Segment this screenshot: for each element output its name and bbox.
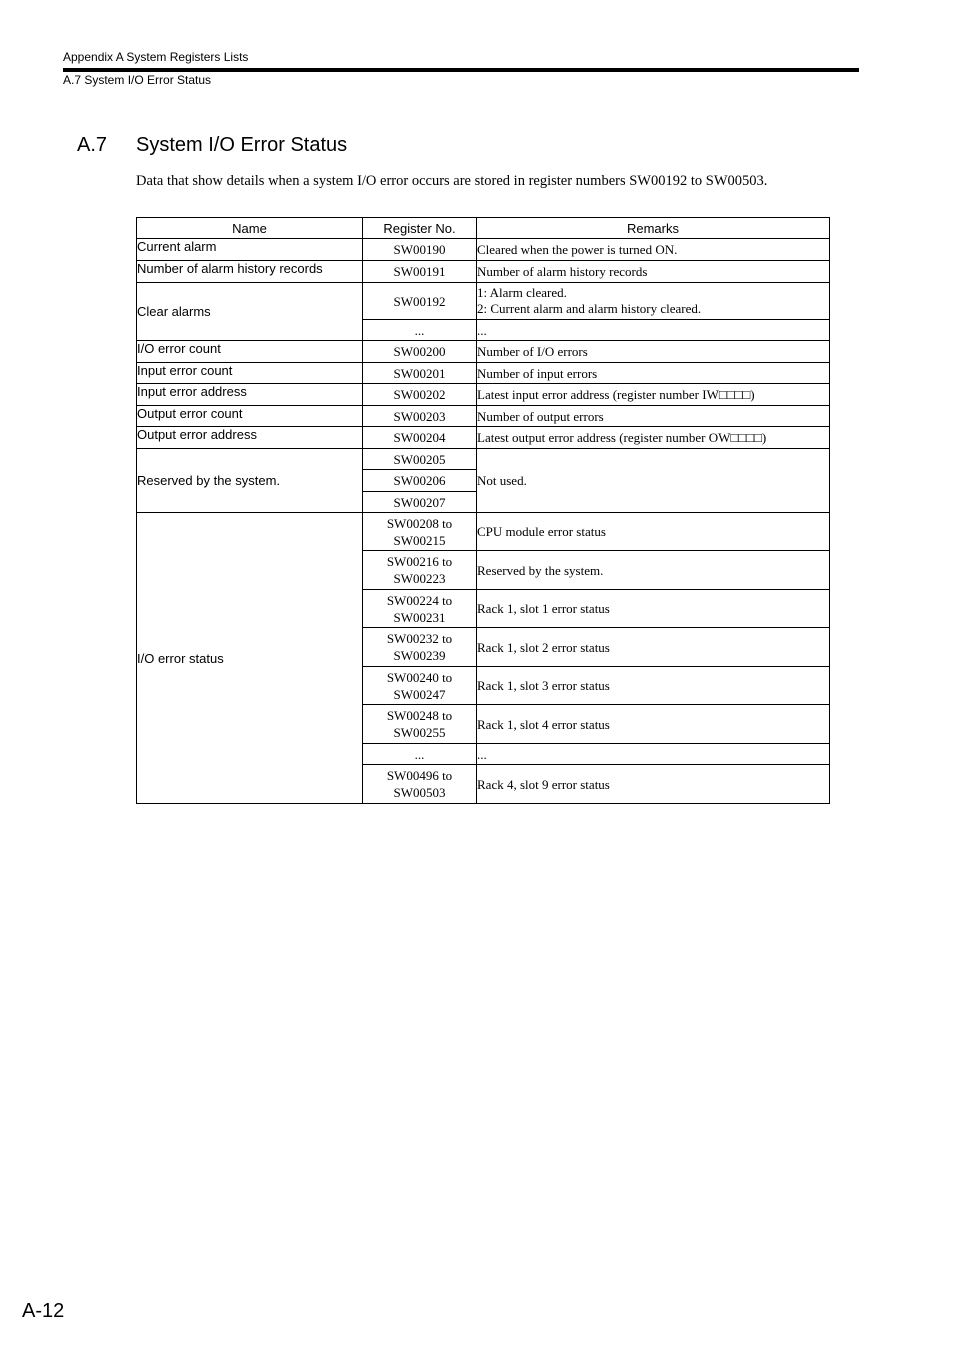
row-register: SW00203	[363, 406, 477, 427]
row-remarks	[477, 283, 830, 320]
row-remarks: Rack 1, slot 3 error status	[477, 667, 830, 705]
table-row	[137, 341, 830, 363]
section-title: System I/O Error Status	[136, 134, 348, 156]
register-line: SW00255	[393, 725, 446, 740]
register-line: SW00247	[393, 686, 446, 702]
register-line: SW00208 to	[386, 515, 453, 531]
system-io-error-table	[136, 217, 830, 804]
row-remarks: Rack 4, slot 9 error status	[477, 765, 830, 804]
row-register: SW00192	[363, 283, 477, 320]
row-name: Input error address	[137, 384, 363, 406]
row-register: ...	[363, 744, 477, 765]
row-remarks: Not used.	[477, 449, 830, 513]
register-line: SW00240 to	[386, 669, 453, 685]
row-remarks: CPU module error status	[477, 513, 830, 551]
header-remarks: Remarks	[477, 218, 830, 239]
remarks-line: 1: Alarm cleared.	[477, 284, 567, 300]
row-remarks: Latest input error address (register number IW□□□□)	[477, 384, 830, 406]
register-line: SW00224 to	[386, 592, 453, 608]
register-line: SW00503	[393, 785, 446, 800]
row-remarks: Number of input errors	[477, 363, 830, 384]
row-register: SW00202	[363, 384, 477, 406]
row-remarks: ...	[477, 320, 830, 341]
page-number: A-12	[22, 1300, 65, 1322]
row-remarks: Reserved by the system.	[477, 551, 830, 590]
section-number: A.7	[77, 134, 108, 156]
table-row	[137, 449, 830, 470]
row-remarks: Cleared when the power is turned ON.	[477, 239, 830, 261]
register-line: SW00232 to	[386, 631, 453, 646]
row-register: SW00191	[363, 261, 477, 283]
row-name: I/O error status	[137, 513, 363, 804]
row-remarks: Rack 1, slot 4 error status	[477, 705, 830, 744]
register-line: SW00231	[393, 609, 446, 625]
table-row	[137, 239, 830, 261]
row-name: I/O error count	[137, 341, 363, 363]
table-row	[137, 513, 830, 551]
row-remarks: Rack 1, slot 1 error status	[477, 590, 830, 628]
row-remarks: Number of output errors	[477, 406, 830, 427]
header-register: Register No.	[363, 218, 477, 239]
row-name: Current alarm	[137, 239, 363, 261]
intro-paragraph: Data that show details when a system I/O error occurs are stored in register numbers SW00192 to SW00503.	[136, 173, 768, 189]
header-rule	[63, 68, 859, 72]
row-register	[363, 667, 477, 705]
row-register: SW00206	[363, 470, 477, 492]
register-line: SW00215	[393, 532, 446, 548]
register-line: SW00496 to	[386, 768, 453, 783]
register-line: SW00223	[393, 571, 446, 586]
table-row	[137, 406, 830, 427]
row-name: Input error count	[137, 363, 363, 384]
row-register: SW00190	[363, 239, 477, 261]
running-header-chapter: Appendix A System Registers Lists	[63, 50, 249, 64]
header-name: Name	[137, 218, 363, 239]
row-register: SW00204	[363, 427, 477, 449]
row-register: SW00207	[363, 492, 477, 513]
row-register: ...	[363, 320, 477, 341]
row-register	[363, 628, 477, 667]
row-name: Clear alarms	[137, 283, 363, 341]
remarks-line: 2: Current alarm and alarm history cleared.	[477, 301, 702, 316]
register-line: SW00248 to	[386, 708, 453, 723]
row-remarks: Number of alarm history records	[477, 261, 830, 283]
row-remarks: ...	[477, 744, 830, 765]
row-register	[363, 590, 477, 628]
running-header-section: A.7 System I/O Error Status	[63, 73, 212, 87]
table-row	[137, 427, 830, 449]
row-register: SW00205	[363, 449, 477, 470]
register-line: SW00216 to	[386, 554, 453, 569]
row-remarks: Latest output error address (register number OW□□□□)	[477, 427, 830, 449]
row-remarks: Number of I/O errors	[477, 341, 830, 363]
row-name: Reserved by the system.	[137, 449, 363, 513]
register-line: SW00239	[393, 648, 446, 663]
section-heading	[77, 134, 347, 157]
row-register: SW00201	[363, 363, 477, 384]
table-row	[137, 363, 830, 384]
row-name: Output error count	[137, 406, 363, 427]
table-header-row	[137, 218, 830, 239]
table-row	[137, 261, 830, 283]
row-register: SW00200	[363, 341, 477, 363]
table-row	[137, 384, 830, 406]
row-name: Output error address	[137, 427, 363, 449]
row-remarks: Rack 1, slot 2 error status	[477, 628, 830, 667]
row-register	[363, 705, 477, 744]
table-row	[137, 283, 830, 320]
row-register	[363, 765, 477, 804]
row-register	[363, 551, 477, 590]
row-name: Number of alarm history records	[137, 261, 363, 283]
row-register	[363, 513, 477, 551]
